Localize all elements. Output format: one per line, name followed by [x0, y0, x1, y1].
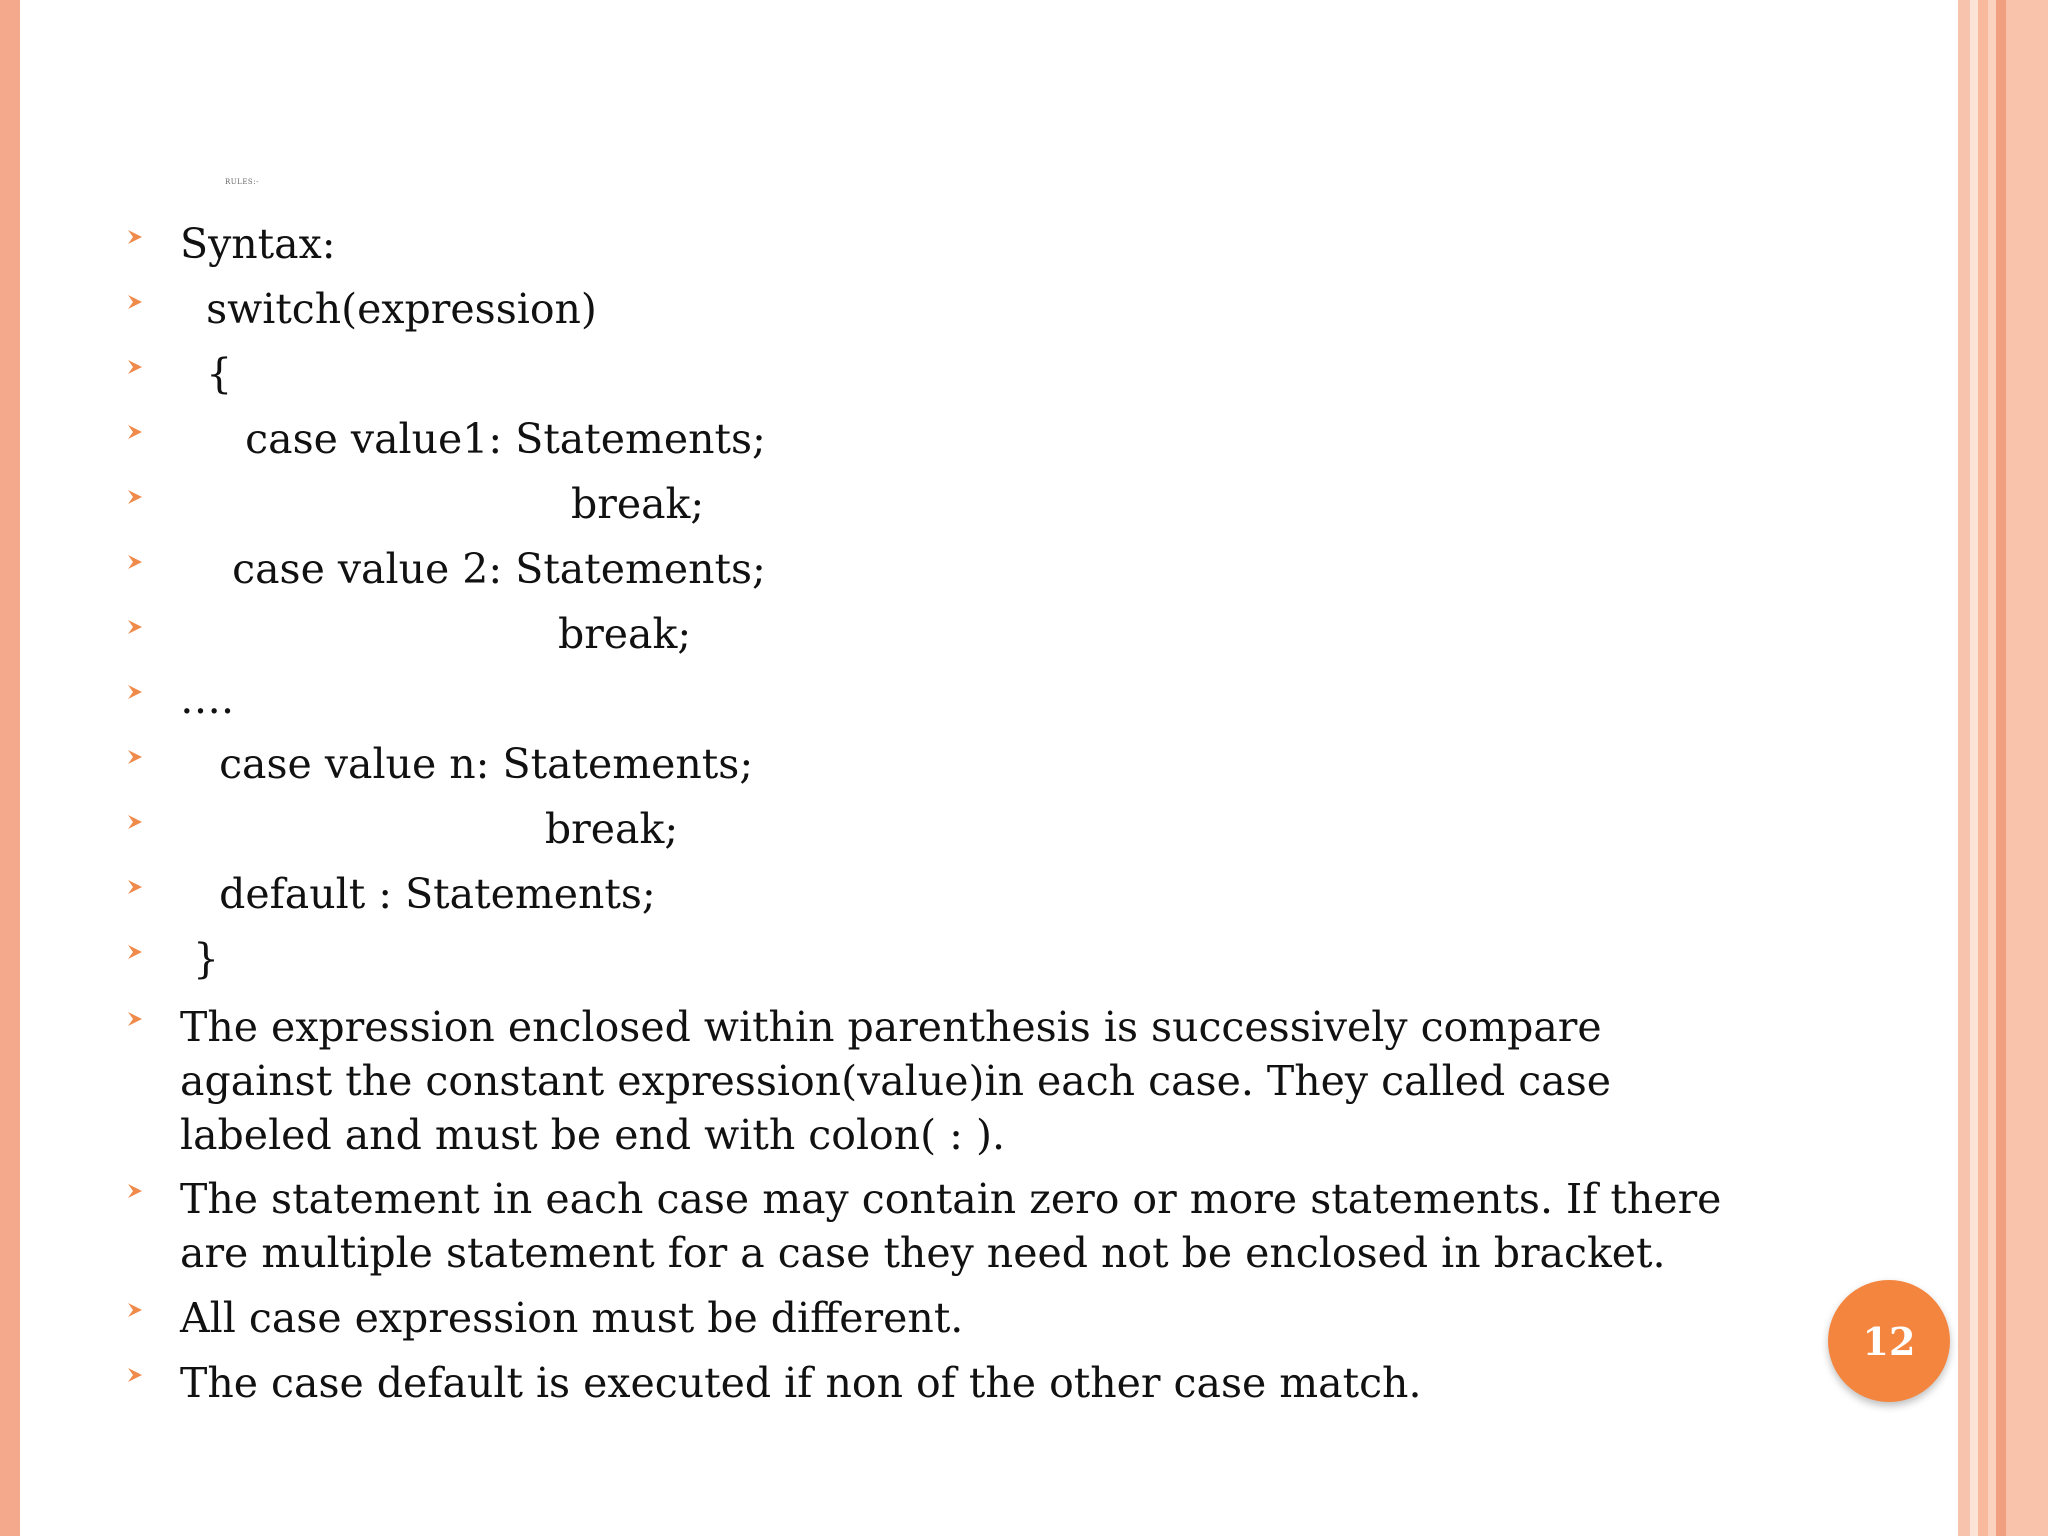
paragraph: The case default is executed if non of the other case match. [180, 1359, 1422, 1407]
paragraph: All case expression must be different. [180, 1294, 964, 1342]
code-line: case value 2: Statements; [180, 545, 766, 593]
code-line: Syntax: [180, 220, 336, 268]
code-line: default : Statements; [180, 870, 656, 918]
code-line: break; [180, 480, 705, 528]
arrow-bullet-icon [126, 1366, 144, 1384]
code-line: } [180, 935, 220, 983]
arrow-bullet-icon [126, 1301, 144, 1319]
slide-header: RULES:- [225, 178, 259, 186]
right-border-stripe [1996, 0, 2006, 1536]
code-line: switch(expression) [180, 285, 597, 333]
code-line: case value1: Statements; [180, 415, 766, 463]
arrow-bullet-icon [126, 618, 144, 636]
code-line: break; [180, 610, 692, 658]
arrow-bullet-icon [126, 358, 144, 376]
right-border-stripe [2006, 0, 2048, 1536]
arrow-bullet-icon [126, 813, 144, 831]
right-border-stripe [1978, 0, 1988, 1536]
code-line: break; [180, 805, 679, 853]
arrow-bullet-icon [126, 943, 144, 961]
arrow-bullet-icon [126, 488, 144, 506]
arrow-bullet-icon [126, 553, 144, 571]
arrow-bullet-icon [126, 1182, 144, 1200]
paragraph: The statement in each case may contain zero or more statements. If there are multiple statement for a case they need not be enclosed in bracket. [180, 1175, 1722, 1277]
page-number-badge: 12 [1828, 1280, 1950, 1402]
right-border-stripe [1970, 0, 1978, 1536]
arrow-bullet-icon [126, 228, 144, 246]
code-line: { [180, 350, 233, 398]
arrow-bullet-icon [126, 423, 144, 441]
arrow-bullet-icon [126, 748, 144, 766]
arrow-bullet-icon [126, 293, 144, 311]
paragraph: The expression enclosed within parenthesis is successively compare against the constant expression(value)in each case. They called case labeled and must be end with colon( : ). [180, 1003, 1611, 1159]
arrow-bullet-icon [126, 1010, 144, 1028]
right-border-stripe [1958, 0, 1970, 1536]
code-line: case value n: Statements; [180, 740, 754, 788]
arrow-bullet-icon [126, 683, 144, 701]
right-border-stripe [1988, 0, 1996, 1536]
code-line: …. [180, 675, 235, 723]
arrow-bullet-icon [126, 878, 144, 896]
